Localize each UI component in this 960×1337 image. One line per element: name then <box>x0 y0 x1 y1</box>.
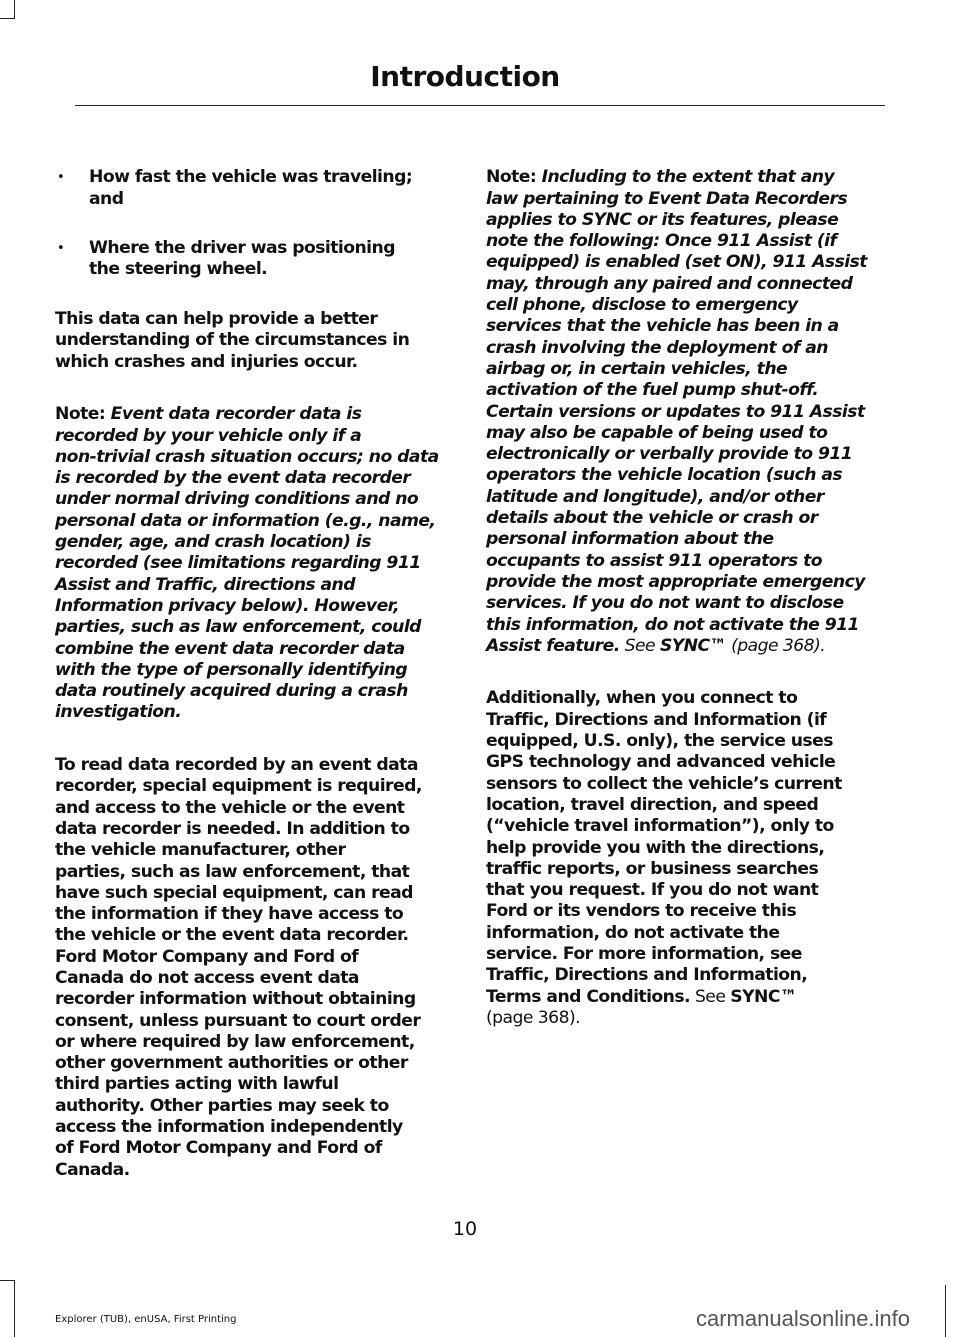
note <box>55 404 450 723</box>
note <box>486 167 881 657</box>
crop-mark <box>14 0 15 18</box>
note-label: Note: <box>486 167 537 188</box>
note-text: Event data recorder data is recorded by your vehicle only if a non-trivial crash situation occurs; no data is recorded by the event data recorder under normal driving conditions and no personal data or information (e.g., name, gender, age, and crash location) is recorded (see limitations regarding 911 Assist and Traffic, directions and Information privacy below). However, parties, such as law enforcement, could combine the event data recorder data with the type of personally identifying data routinely acquired during a crash investigation. <box>55 404 439 723</box>
page-reference: (page 368). <box>726 635 826 656</box>
bullet-item: • Where the driver was positioning the steering wheel. <box>55 238 450 281</box>
header-divider <box>75 105 885 106</box>
see-text: See <box>690 986 731 1007</box>
crop-mark <box>14 1280 15 1337</box>
page-number: 10 <box>452 1218 478 1240</box>
crop-mark <box>0 18 15 19</box>
note-label: Note: <box>55 404 106 425</box>
page-reference: (page 368). <box>486 1007 581 1028</box>
sync-link[interactable]: SYNC™ <box>659 635 727 656</box>
paragraph: To read data recorded by an event data recorder, special equipment is required, and access to the vehicle or the event data recorder is needed. In addition to the vehicle manufacturer, other parties, such as law enforcement, that have such special equipment, can read the information if they have access to the vehicle or the event data recorder. Ford Motor Company and Ford of Canada do not access event data recorder information without obtaining consent, unless pursuant to court order or where required by law enforcement, other government authorities or other third parties acting with lawful authority. Other parties may seek to access the information independently of Ford Motor Company and Ford of Canada. <box>55 755 422 1180</box>
note-text: Including to the extent that any law pertaining to Event Data Recorders applies to SYNC or its features, please note the following: Once 911 Assist (if equipped) is enabled (set ON), 911 Assist may, through any paired and connected cell phone, disclose to emergency services that the vehicle has been in a crash involving the deployment of an airbag or, in certain vehicles, the activation of the fuel pump shut-off. Certain versions or updates to 911 Assist may also be capable of being used to electronically or verbally provide to 911 operators the vehicle location (such as latitude and longitude), and/or other details about the vehicle or crash or personal information about the occupants to assist 911 operators to provide the most appropriate emergency services. If you do not want to disclose this information, do not activate the 911 Assist feature. <box>486 167 867 656</box>
paragraph-text: Additionally, when you connect to Traffic, Directions and Information (if equipped, U.S. only), the service uses GPS technology and advanced vehicle sensors to collect the vehicle’s current location, travel direction, and speed (“vehicle travel information”), only to help provide you with the directions, traffic reports, or business searches that you request. If you do not want Ford or its vendors to receive this information, do not activate the service. For more information, see Traffic, Directions and Information, Terms and Conditions. <box>486 688 842 1007</box>
paragraph: This data can help provide a better understanding of the circumstances in which crashes and injuries occur. <box>55 309 410 372</box>
sync-link[interactable]: SYNC™ <box>730 986 797 1007</box>
page-title: Introduction <box>370 60 560 93</box>
right-column <box>486 146 881 1060</box>
edition-info: Explorer (TUB), enUSA, First Printing <box>55 1314 237 1325</box>
crop-mark <box>945 1285 946 1337</box>
watermark: carmanualsonline.info <box>696 1306 911 1331</box>
see-text: See <box>619 635 660 656</box>
paragraph <box>486 688 881 1029</box>
bullet-item: • How fast the vehicle was traveling; and <box>55 167 450 210</box>
left-column <box>55 146 450 1212</box>
crop-mark <box>0 1280 15 1281</box>
